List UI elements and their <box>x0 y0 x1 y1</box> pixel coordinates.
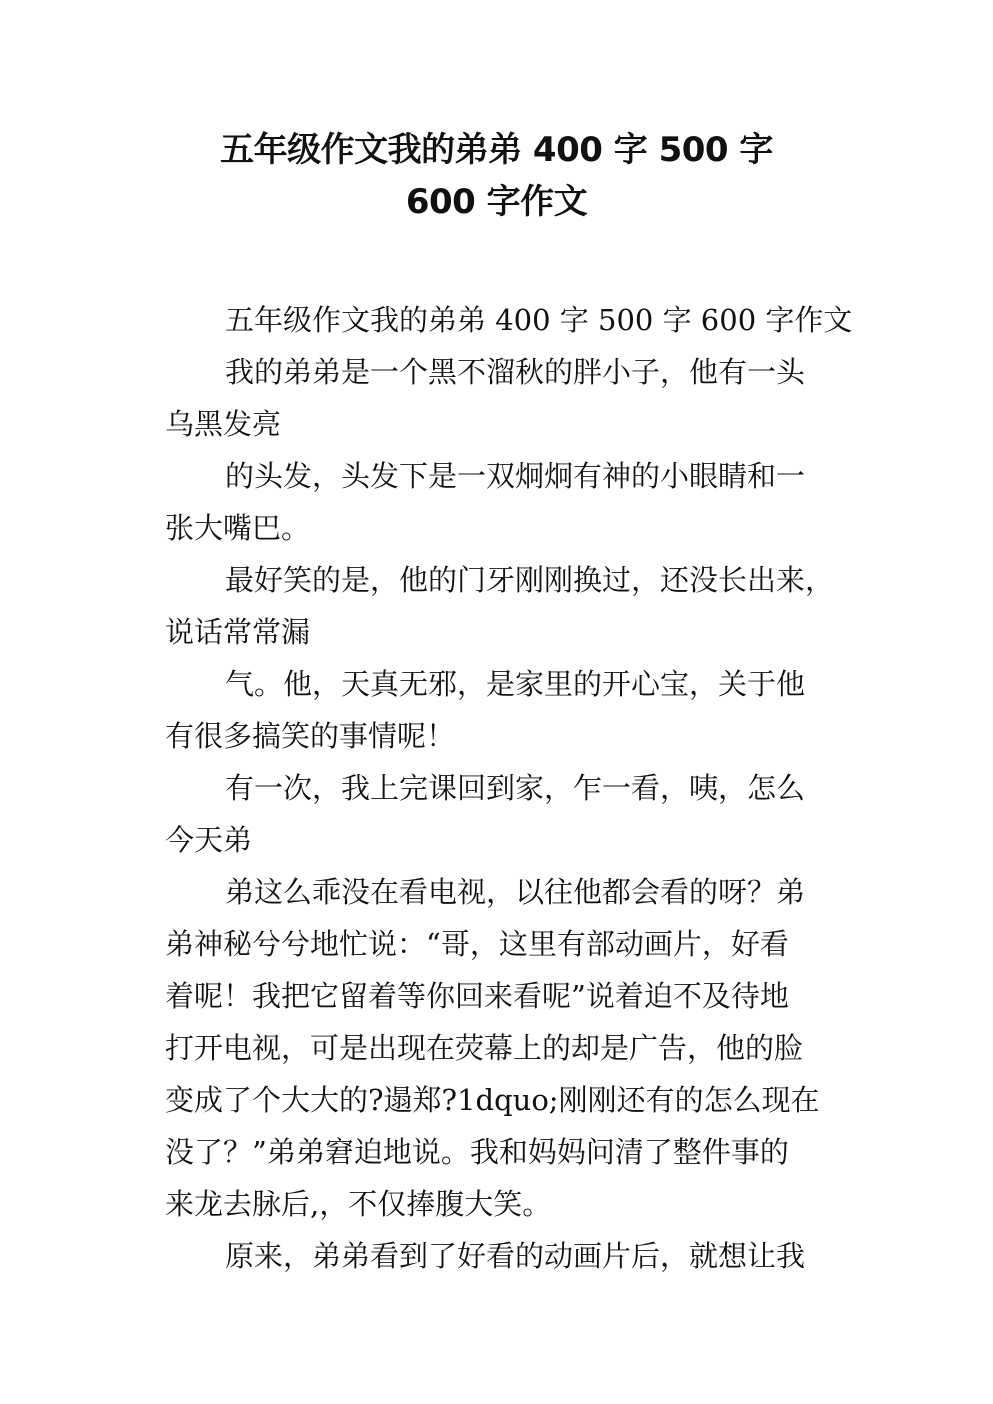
body-line: 没了？”弟弟窘迫地说。我和妈妈问清了整件事的 <box>165 1135 789 1169</box>
body-line: 张大嘴巴。 <box>165 511 311 545</box>
body-line: 乌黑发亮 <box>165 407 282 441</box>
body-line: 有一次，我上完课回到家，乍一看，咦，怎么 <box>225 771 806 805</box>
body-line: 气。他，天真无邪，是家里的开心宝，关于他 <box>225 667 806 701</box>
body-line: 我的弟弟是一个黑不溜秋的胖小子，他有一头 <box>225 355 806 389</box>
document-title-line-2: 600 字作文 <box>405 182 588 222</box>
document-body <box>165 294 853 1282</box>
body-line: 来龙去脉后,，不仅捧腹大笑。 <box>165 1187 552 1221</box>
body-line: 五年级作文我的弟弟 400 字 500 字 600 字作文 <box>225 303 853 337</box>
body-line: 弟神秘兮兮地忙说：“哥，这里有部动画片，好看 <box>165 927 789 961</box>
body-line: 变成了个大大的?遢郑?1dquo;刚刚还有的怎么现在 <box>165 1083 820 1117</box>
body-line: 着呢！我把它留着等你回来看呢”说着迫不及待地 <box>165 979 789 1013</box>
body-line: 的头发，头发下是一双炯炯有神的小眼睛和一 <box>225 459 806 493</box>
body-line: 原来，弟弟看到了好看的动画片后，就想让我 <box>225 1239 806 1273</box>
body-line: 有很多搞笑的事情呢！ <box>165 719 456 753</box>
body-line: 最好笑的是，他的门牙刚刚换过，还没长出来， <box>225 563 835 597</box>
body-line: 今天弟 <box>165 823 253 857</box>
body-line: 打开电视，可是出现在荧幕上的却是广告，他的脸 <box>165 1031 804 1065</box>
body-line: 弟这么乖没在看电视，以往他都会看的呀？弟 <box>225 875 806 909</box>
body-line: 说话常常漏 <box>165 615 311 649</box>
document-title-line-1: 五年级作文我的弟弟 400 字 500 字 <box>220 130 773 170</box>
